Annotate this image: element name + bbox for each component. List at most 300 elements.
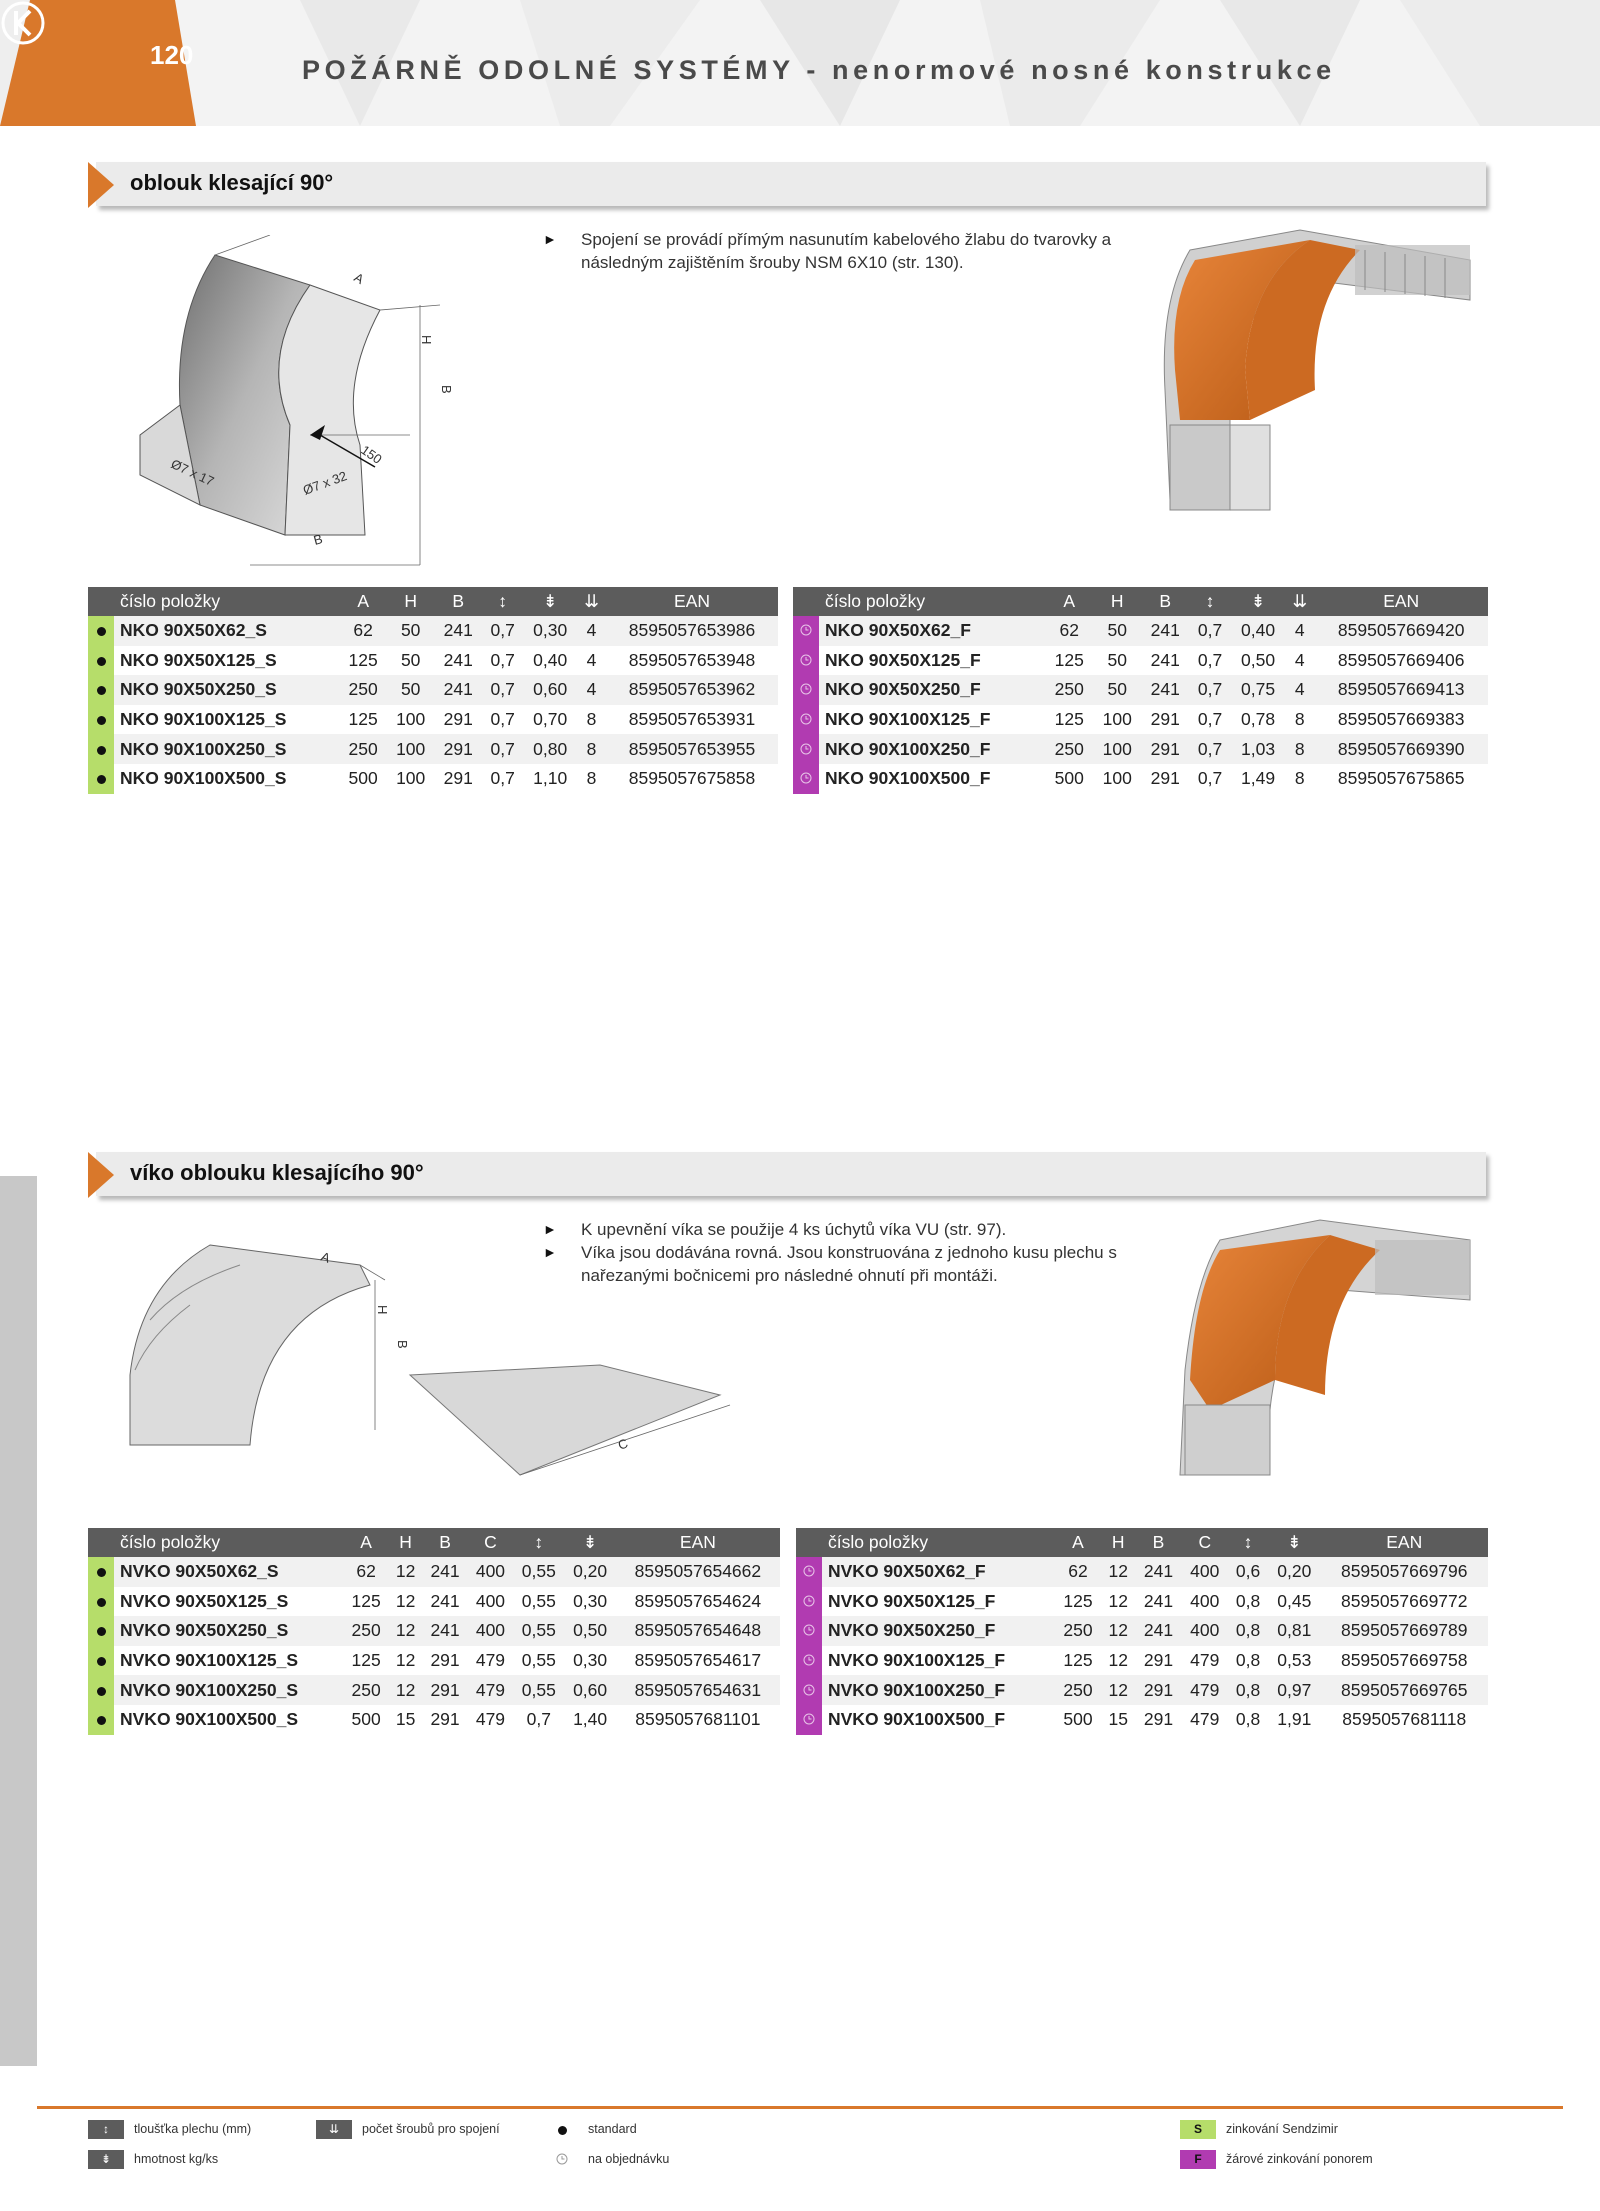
cover-product-photo bbox=[1110, 1210, 1490, 1480]
col-header: EAN bbox=[1314, 587, 1488, 616]
bullet-arrow-icon: ► bbox=[543, 1244, 557, 1260]
thickness-icon: ↕ bbox=[1228, 1528, 1268, 1557]
col-header: H bbox=[389, 1528, 423, 1557]
table-cell: 125 bbox=[1045, 705, 1093, 735]
table-cell: 15 bbox=[389, 1705, 423, 1735]
table-row bbox=[88, 1646, 780, 1676]
table-row bbox=[88, 734, 778, 764]
section-heading-cover bbox=[88, 1152, 1488, 1200]
table-cell: 12 bbox=[1101, 1557, 1135, 1587]
table-cell: 1,03 bbox=[1231, 734, 1285, 764]
clock-icon bbox=[800, 683, 812, 695]
s-badge: S bbox=[1180, 2120, 1216, 2139]
table-cell: 0,20 bbox=[1268, 1557, 1320, 1587]
table-cell: 0,7 bbox=[1189, 646, 1231, 676]
table-row bbox=[88, 705, 778, 735]
table-cell: 0,55 bbox=[513, 1616, 564, 1646]
header-band bbox=[0, 0, 1600, 126]
table-cell: 250 bbox=[1055, 1616, 1101, 1646]
table-row bbox=[88, 675, 778, 705]
table-cell: 8 bbox=[577, 734, 606, 764]
table-cell: 0,45 bbox=[1268, 1587, 1320, 1617]
table-cell: 0,81 bbox=[1268, 1616, 1320, 1646]
table-cell: 50 bbox=[1093, 646, 1141, 676]
table-cell: 291 bbox=[434, 764, 482, 794]
table-cell: 0,80 bbox=[523, 734, 577, 764]
col-header: B bbox=[422, 1528, 467, 1557]
table-cell: 0,7 bbox=[513, 1705, 564, 1735]
table-row bbox=[793, 646, 1488, 676]
clock-icon bbox=[800, 743, 812, 755]
item-number: NVKO 90X100X250_F bbox=[822, 1675, 1055, 1705]
table-cell: 8 bbox=[577, 705, 606, 735]
col-header: EAN bbox=[616, 1528, 780, 1557]
table-cell: 12 bbox=[389, 1675, 423, 1705]
table-cell: 0,55 bbox=[513, 1587, 564, 1617]
col-header: EAN bbox=[1320, 1528, 1488, 1557]
f-badge: F bbox=[1180, 2150, 1216, 2169]
table-cell: 0,20 bbox=[564, 1557, 615, 1587]
table-cell: 8595057654662 bbox=[616, 1557, 780, 1587]
table-cell: 250 bbox=[1055, 1675, 1101, 1705]
standard-dot-icon bbox=[97, 1687, 106, 1696]
table-cell: 0,7 bbox=[482, 616, 523, 646]
clock-icon bbox=[800, 772, 812, 784]
table-cell: 50 bbox=[387, 646, 435, 676]
table-cell: 4 bbox=[1285, 646, 1314, 676]
table-cell: 8 bbox=[1285, 705, 1314, 735]
standard-dot-icon bbox=[558, 2126, 567, 2135]
table-cell: 12 bbox=[389, 1646, 423, 1676]
bend-product-photo bbox=[1110, 220, 1490, 520]
standard-dot-icon bbox=[97, 775, 106, 784]
weight-icon: ⇟ bbox=[564, 1528, 615, 1557]
standard-dot-icon bbox=[97, 1568, 106, 1577]
table-cell: 100 bbox=[387, 705, 435, 735]
section1-notes bbox=[543, 228, 1123, 274]
table-cell: 100 bbox=[387, 764, 435, 794]
col-header: číslo položky bbox=[822, 1528, 1055, 1557]
table-row bbox=[793, 675, 1488, 705]
weight-icon: ⇟ bbox=[1268, 1528, 1320, 1557]
table-cell: 241 bbox=[1141, 675, 1189, 705]
clock-icon bbox=[803, 1595, 815, 1607]
table-cell: 479 bbox=[1182, 1675, 1228, 1705]
table-cell: 241 bbox=[434, 675, 482, 705]
standard-dot-icon bbox=[97, 1716, 106, 1725]
left-margin-bar bbox=[0, 1176, 37, 2066]
table-cell: 400 bbox=[468, 1616, 513, 1646]
standard-dot-icon bbox=[97, 746, 106, 755]
item-number: NVKO 90X100X125_S bbox=[114, 1646, 343, 1676]
table-cell: 8595057654631 bbox=[616, 1675, 780, 1705]
table-cell: 0,8 bbox=[1228, 1587, 1268, 1617]
table-cell: 125 bbox=[1045, 646, 1093, 676]
table-cell: 0,7 bbox=[482, 705, 523, 735]
table-cell: 400 bbox=[468, 1587, 513, 1617]
table-cell: 241 bbox=[422, 1557, 467, 1587]
table-cell: 0,70 bbox=[523, 705, 577, 735]
bend-technical-drawing bbox=[120, 235, 470, 585]
footer-divider bbox=[37, 2106, 1563, 2109]
table-cell: 291 bbox=[1135, 1705, 1181, 1735]
table-cell: 50 bbox=[387, 675, 435, 705]
company-logo-icon bbox=[0, 0, 46, 46]
table-cell: 8 bbox=[1285, 764, 1314, 794]
table-cell: 0,53 bbox=[1268, 1646, 1320, 1676]
note-item: ► Víka jsou dodávána rovná. Jsou konstruována z jednoho kusu plechu s nařezanými bočnicemi pro následné ohnutí při montáži. bbox=[543, 1243, 1117, 1285]
table-cell: 241 bbox=[1141, 616, 1189, 646]
col-header: číslo položky bbox=[114, 587, 339, 616]
table-bend-f bbox=[793, 587, 1488, 794]
table-cell: 8595057669758 bbox=[1320, 1646, 1488, 1676]
table-cell: 291 bbox=[1141, 764, 1189, 794]
table-cover-s bbox=[88, 1528, 780, 1735]
col-header: B bbox=[1141, 587, 1189, 616]
table-cell: 250 bbox=[343, 1675, 388, 1705]
table-row bbox=[88, 1557, 780, 1587]
table-cell: 0,7 bbox=[482, 764, 523, 794]
screws-icon: ⇊ bbox=[577, 587, 606, 616]
item-number: NKO 90X100X250_S bbox=[114, 734, 339, 764]
weight-icon: ⇟ bbox=[1231, 587, 1285, 616]
table-cell: 12 bbox=[1101, 1675, 1135, 1705]
screws-icon: ⇊ bbox=[316, 2120, 352, 2139]
standard-dot-icon bbox=[97, 1657, 106, 1666]
item-number: NVKO 90X100X250_S bbox=[114, 1675, 343, 1705]
note-item: ► K upevnění víka se použije 4 ks úchytů víka VU (str. 97). bbox=[543, 1220, 1007, 1239]
table-cell: 8595057681101 bbox=[616, 1705, 780, 1735]
table-row bbox=[793, 764, 1488, 794]
table-cell: 241 bbox=[434, 646, 482, 676]
table-cell: 291 bbox=[1141, 734, 1189, 764]
table-cell: 241 bbox=[1135, 1557, 1181, 1587]
section-title: oblouk klesající 90° bbox=[130, 170, 334, 195]
col-header: C bbox=[468, 1528, 513, 1557]
weight-icon: ⇟ bbox=[523, 587, 577, 616]
table-cell: 479 bbox=[1182, 1646, 1228, 1676]
table-cell: 8595057669383 bbox=[1314, 705, 1488, 735]
page-number: 120 bbox=[150, 40, 194, 70]
clock-icon bbox=[803, 1624, 815, 1636]
col-header: A bbox=[1045, 587, 1093, 616]
table-cell: 100 bbox=[1093, 764, 1141, 794]
table-cell: 400 bbox=[468, 1557, 513, 1587]
item-number: NVKO 90X50X250_F bbox=[822, 1616, 1055, 1646]
dim-h-label: H bbox=[375, 1305, 390, 1315]
table-cell: 4 bbox=[1285, 675, 1314, 705]
dim-c-label: C bbox=[615, 1435, 630, 1453]
table-row bbox=[796, 1705, 1488, 1735]
screws-icon: ⇊ bbox=[1285, 587, 1314, 616]
table-bend-s bbox=[88, 587, 778, 794]
table-cell: 4 bbox=[577, 675, 606, 705]
table-row bbox=[88, 764, 778, 794]
table-row bbox=[796, 1675, 1488, 1705]
dim-a-label: A bbox=[351, 269, 367, 287]
col-header: A bbox=[1055, 1528, 1101, 1557]
table-cell: 250 bbox=[343, 1616, 388, 1646]
standard-dot-icon bbox=[97, 657, 106, 666]
col-header: A bbox=[343, 1528, 388, 1557]
heading-arrow-icon bbox=[88, 1152, 114, 1198]
table-cell: 0,55 bbox=[513, 1646, 564, 1676]
table-cell: 12 bbox=[389, 1616, 423, 1646]
heading-arrow-icon bbox=[88, 162, 114, 208]
table-cell: 100 bbox=[387, 734, 435, 764]
table-cell: 8 bbox=[1285, 734, 1314, 764]
table-cell: 125 bbox=[1055, 1587, 1101, 1617]
table-cell: 0,40 bbox=[523, 646, 577, 676]
table-cell: 1,91 bbox=[1268, 1705, 1320, 1735]
table-cell: 241 bbox=[434, 616, 482, 646]
table-cell: 0,30 bbox=[523, 616, 577, 646]
table-row bbox=[793, 734, 1488, 764]
item-number: NVKO 90X100X125_F bbox=[822, 1646, 1055, 1676]
page-title: POŽÁRNĚ ODOLNÉ SYSTÉMY - nenormové nosné konstrukce bbox=[302, 55, 1336, 85]
table-cell: 8595057654617 bbox=[616, 1646, 780, 1676]
clock-icon bbox=[800, 624, 812, 636]
table-cell: 291 bbox=[1135, 1646, 1181, 1676]
table-cell: 12 bbox=[1101, 1646, 1135, 1676]
standard-dot-icon bbox=[97, 1598, 106, 1607]
table-cell: 0,75 bbox=[1231, 675, 1285, 705]
table-cell: 8595057669789 bbox=[1320, 1616, 1488, 1646]
weight-icon: ⇟ bbox=[88, 2150, 124, 2169]
table-row bbox=[793, 705, 1488, 735]
table-cell: 291 bbox=[1135, 1675, 1181, 1705]
section2-notes bbox=[543, 1218, 1123, 1287]
table-cell: 8595057653931 bbox=[606, 705, 778, 735]
col-header: A bbox=[339, 587, 387, 616]
table-cell: 8595057669772 bbox=[1320, 1587, 1488, 1617]
table-cell: 0,30 bbox=[564, 1646, 615, 1676]
table-cell: 125 bbox=[343, 1587, 388, 1617]
thickness-icon: ↕ bbox=[88, 2120, 124, 2139]
item-number: NVKO 90X100X500_F bbox=[822, 1705, 1055, 1735]
table-cell: 241 bbox=[422, 1616, 467, 1646]
table-cell: 291 bbox=[434, 734, 482, 764]
table-cell: 1,49 bbox=[1231, 764, 1285, 794]
table-cell: 0,7 bbox=[1189, 734, 1231, 764]
col-header: H bbox=[1093, 587, 1141, 616]
table-cell: 0,7 bbox=[482, 646, 523, 676]
table-cell: 12 bbox=[389, 1557, 423, 1587]
table-cell: 0,40 bbox=[1231, 616, 1285, 646]
table-cell: 8595057669413 bbox=[1314, 675, 1488, 705]
table-cell: 479 bbox=[468, 1646, 513, 1676]
table-cell: 241 bbox=[1135, 1587, 1181, 1617]
clock-icon bbox=[803, 1684, 815, 1696]
section-heading-bend bbox=[88, 162, 1488, 210]
table-row bbox=[88, 1705, 780, 1735]
hole-17-label: Ø7 x 17 bbox=[168, 456, 217, 489]
table-cell: 125 bbox=[339, 705, 387, 735]
table-cell: 400 bbox=[1182, 1587, 1228, 1617]
col-header: číslo položky bbox=[114, 1528, 343, 1557]
table-cell: 8595057654624 bbox=[616, 1587, 780, 1617]
table-row bbox=[88, 1616, 780, 1646]
item-number: NKO 90X100X125_F bbox=[819, 705, 1045, 735]
table-cell: 8595057669420 bbox=[1314, 616, 1488, 646]
table-cell: 8595057675858 bbox=[606, 764, 778, 794]
col-header: EAN bbox=[606, 587, 778, 616]
item-number: NKO 90X50X125_F bbox=[819, 646, 1045, 676]
table-cell: 0,7 bbox=[482, 734, 523, 764]
table-row bbox=[796, 1587, 1488, 1617]
standard-dot-icon bbox=[97, 716, 106, 725]
table-cell: 0,60 bbox=[564, 1675, 615, 1705]
table-cell: 0,8 bbox=[1228, 1675, 1268, 1705]
table-cell: 8595057653955 bbox=[606, 734, 778, 764]
thickness-icon: ↕ bbox=[482, 587, 523, 616]
table-cover-f bbox=[796, 1528, 1488, 1735]
table-cell: 8595057675865 bbox=[1314, 764, 1488, 794]
clock-icon bbox=[803, 1565, 815, 1577]
table-cell: 125 bbox=[343, 1646, 388, 1676]
dim-b-label: B bbox=[395, 1340, 410, 1349]
table-cell: 0,6 bbox=[1228, 1557, 1268, 1587]
item-number: NVKO 90X100X500_S bbox=[114, 1705, 343, 1735]
table-cell: 8595057654648 bbox=[616, 1616, 780, 1646]
table-cell: 50 bbox=[387, 616, 435, 646]
table-cell: 500 bbox=[339, 764, 387, 794]
table-cell: 8595057669796 bbox=[1320, 1557, 1488, 1587]
table-cell: 8595057681118 bbox=[1320, 1705, 1488, 1735]
item-number: NKO 90X50X250_S bbox=[114, 675, 339, 705]
table-row bbox=[88, 1587, 780, 1617]
table-cell: 125 bbox=[339, 646, 387, 676]
item-number: NVKO 90X50X125_S bbox=[114, 1587, 343, 1617]
col-header: číslo položky bbox=[819, 587, 1045, 616]
item-number: NKO 90X100X125_S bbox=[114, 705, 339, 735]
table-cell: 100 bbox=[1093, 734, 1141, 764]
table-cell: 8595057669765 bbox=[1320, 1675, 1488, 1705]
table-cell: 0,50 bbox=[1231, 646, 1285, 676]
table-cell: 8595057653962 bbox=[606, 675, 778, 705]
table-cell: 8595057653986 bbox=[606, 616, 778, 646]
bullet-arrow-icon: ► bbox=[543, 231, 557, 247]
table-row bbox=[796, 1616, 1488, 1646]
table-cell: 479 bbox=[468, 1705, 513, 1735]
item-number: NVKO 90X50X62_F bbox=[822, 1557, 1055, 1587]
table-cell: 291 bbox=[434, 705, 482, 735]
table-cell: 4 bbox=[577, 646, 606, 676]
table-cell: 0,7 bbox=[1189, 675, 1231, 705]
table-cell: 0,55 bbox=[513, 1675, 564, 1705]
item-number: NVKO 90X50X125_F bbox=[822, 1587, 1055, 1617]
table-cell: 0,60 bbox=[523, 675, 577, 705]
table-cell: 8595057669390 bbox=[1314, 734, 1488, 764]
table-cell: 15 bbox=[1101, 1705, 1135, 1735]
table-cell: 250 bbox=[1045, 675, 1093, 705]
bullet-arrow-icon: ► bbox=[543, 1221, 557, 1237]
table-cell: 0,7 bbox=[1189, 705, 1231, 735]
col-header: B bbox=[1135, 1528, 1181, 1557]
dim-b-vertical-label: B bbox=[439, 385, 454, 394]
table-cell: 241 bbox=[422, 1587, 467, 1617]
table-cell: 500 bbox=[1055, 1705, 1101, 1735]
col-header: C bbox=[1182, 1528, 1228, 1557]
note-item: ► Spojení se provádí přímým nasunutím kabelového žlabu do tvarovky a následným zajištěním šrouby NSM 6X10 (str. 130). bbox=[543, 230, 1112, 272]
dim-b-bottom-label: B bbox=[311, 531, 325, 548]
table-cell: 0,7 bbox=[482, 675, 523, 705]
dim-radius-label: 150 bbox=[358, 442, 385, 467]
table-cell: 400 bbox=[1182, 1616, 1228, 1646]
table-cell: 1,10 bbox=[523, 764, 577, 794]
table-cell: 0,8 bbox=[1228, 1705, 1268, 1735]
standard-dot-icon bbox=[97, 627, 106, 636]
table-cell: 0,55 bbox=[513, 1557, 564, 1587]
table-cell: 4 bbox=[577, 616, 606, 646]
table-cell: 62 bbox=[1045, 616, 1093, 646]
clock-icon bbox=[800, 713, 812, 725]
table-cell: 125 bbox=[1055, 1646, 1101, 1676]
item-number: NKO 90X50X62_S bbox=[114, 616, 339, 646]
section-title: víko oblouku klesajícího 90° bbox=[130, 1160, 424, 1185]
table-cell: 12 bbox=[389, 1587, 423, 1617]
item-number: NVKO 90X50X250_S bbox=[114, 1616, 343, 1646]
item-number: NKO 90X100X250_F bbox=[819, 734, 1045, 764]
col-header: H bbox=[387, 587, 435, 616]
table-cell: 12 bbox=[1101, 1616, 1135, 1646]
table-cell: 479 bbox=[468, 1675, 513, 1705]
standard-dot-icon bbox=[97, 686, 106, 695]
table-cell: 100 bbox=[1093, 705, 1141, 735]
table-cell: 0,8 bbox=[1228, 1646, 1268, 1676]
clock-icon bbox=[556, 2153, 568, 2165]
table-row bbox=[796, 1557, 1488, 1587]
thickness-icon: ↕ bbox=[1189, 587, 1231, 616]
table-row bbox=[88, 616, 778, 646]
table-cell: 0,7 bbox=[1189, 616, 1231, 646]
table-cell: 250 bbox=[339, 734, 387, 764]
table-cell: 50 bbox=[1093, 675, 1141, 705]
item-number: NVKO 90X50X62_S bbox=[114, 1557, 343, 1587]
standard-dot-icon bbox=[97, 1627, 106, 1636]
table-row bbox=[88, 1675, 780, 1705]
table-cell: 8595057669406 bbox=[1314, 646, 1488, 676]
table-cell: 291 bbox=[422, 1675, 467, 1705]
table-cell: 8595057653948 bbox=[606, 646, 778, 676]
table-row bbox=[88, 646, 778, 676]
col-header: B bbox=[434, 587, 482, 616]
table-cell: 241 bbox=[1141, 646, 1189, 676]
table-cell: 241 bbox=[1135, 1616, 1181, 1646]
table-cell: 1,40 bbox=[564, 1705, 615, 1735]
table-cell: 4 bbox=[1285, 616, 1314, 646]
item-number: NKO 90X100X500_F bbox=[819, 764, 1045, 794]
hole-32-label: Ø7 x 32 bbox=[300, 468, 349, 498]
table-cell: 12 bbox=[1101, 1587, 1135, 1617]
dim-a-label: A bbox=[318, 1248, 333, 1266]
table-cell: 250 bbox=[1045, 734, 1093, 764]
item-number: NKO 90X50X250_F bbox=[819, 675, 1045, 705]
table-cell: 0,50 bbox=[564, 1616, 615, 1646]
col-header: H bbox=[1101, 1528, 1135, 1557]
table-cell: 62 bbox=[339, 616, 387, 646]
clock-icon bbox=[800, 654, 812, 666]
table-row bbox=[796, 1646, 1488, 1676]
clock-icon bbox=[803, 1654, 815, 1666]
table-cell: 479 bbox=[1182, 1705, 1228, 1735]
table-cell: 0,78 bbox=[1231, 705, 1285, 735]
item-number: NKO 90X100X500_S bbox=[114, 764, 339, 794]
table-cell: 500 bbox=[343, 1705, 388, 1735]
table-row bbox=[793, 616, 1488, 646]
table-cell: 0,8 bbox=[1228, 1616, 1268, 1646]
table-cell: 291 bbox=[1141, 705, 1189, 735]
